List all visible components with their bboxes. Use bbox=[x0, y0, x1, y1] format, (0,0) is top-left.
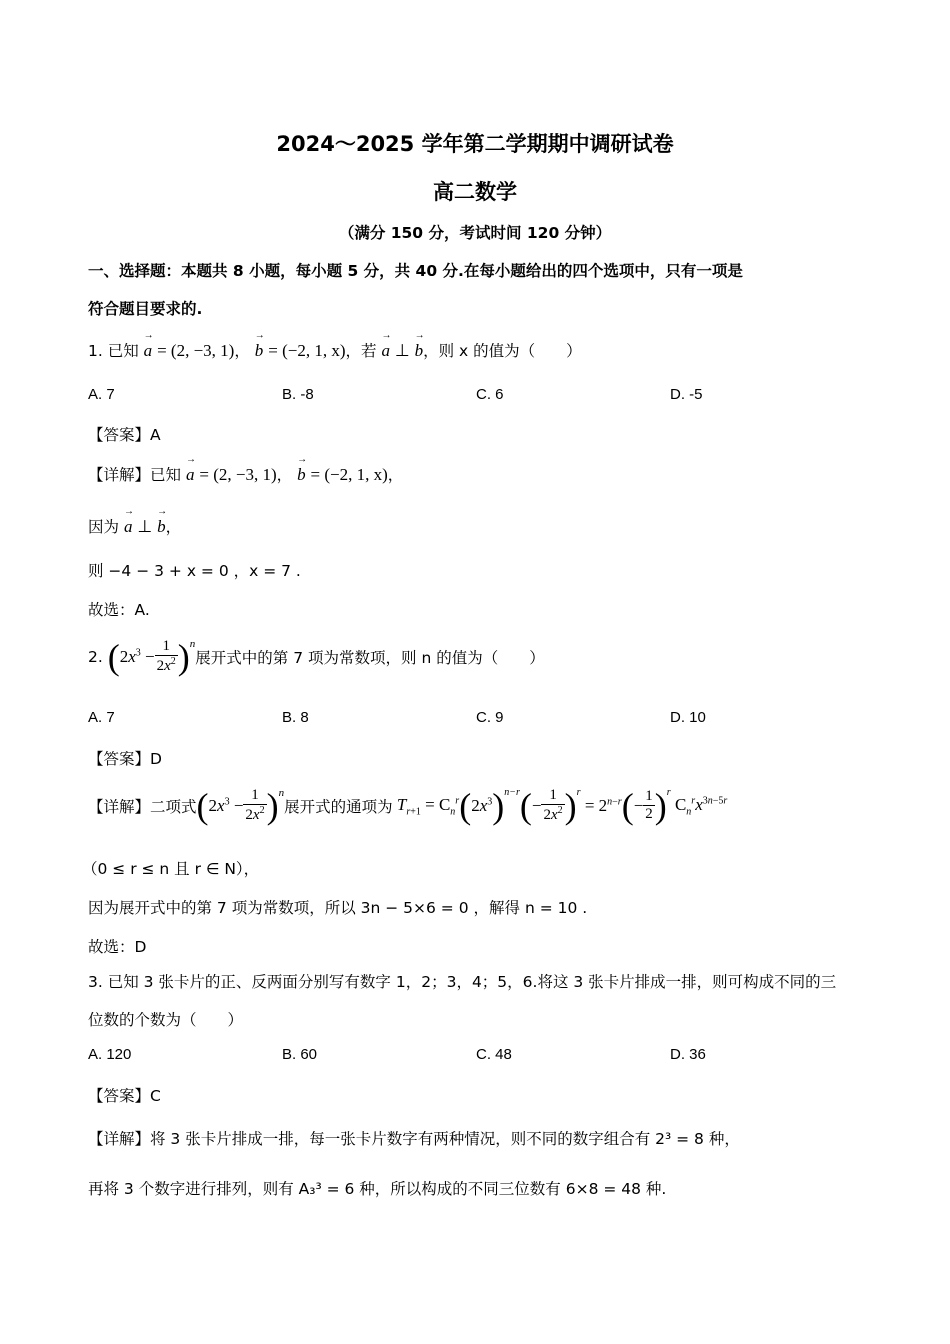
vector-b-symbol: → b bbox=[297, 465, 306, 485]
q2-detail-1: 【详解】二项式 ( $2x^3$ − $\frac{1}{2x^2}$ ) $^n$ 展开式的通项为 $T_{r+1} = C_n^r$ ( $2x^3$ ) $^{n-r}$ ( − $\frac{1}{2x^2}$ ) $^r$ = $2^{n-r}$ ( − $\frac{1}{2}$ ) $^r$ $C_n^rx^{3n-5r}$ bbox=[88, 785, 728, 826]
q2-detail-4: 故选：D bbox=[88, 938, 147, 956]
q2-gt-equals: = $2^{n-r}$ bbox=[580, 795, 622, 815]
q1-detail-3: 则 −4 − 3 + x = 0 ，x = 7 . bbox=[88, 562, 301, 580]
vector-a-symbol: → a bbox=[144, 341, 153, 361]
q3-detail-2: 再将 3 个数字进行排列，则有 A₃³ = 6 种，所以构成的不同三位数有 6×8 = 48 种. bbox=[88, 1180, 667, 1198]
left-paren: ( bbox=[621, 785, 634, 826]
q2-tail: 展开式中的第 7 项为常数项，则 n 的值为（ ） bbox=[195, 648, 545, 667]
q1-options bbox=[0, 386, 950, 406]
q2-fraction: $\frac{1}{2x^2}$ bbox=[156, 638, 176, 675]
exam-note: （满分 150 分，考试时间 120 分钟） bbox=[338, 224, 612, 242]
q3-stem-line1: 3. 已知 3 张卡片的正、反两面分别写有数字 1，2；3，4；5，6.将这 3 张卡片排成一排，则可构成不同的三 bbox=[88, 973, 837, 991]
left-paren: ( bbox=[519, 785, 532, 826]
q3-option-d: D. 36 bbox=[670, 1046, 706, 1063]
exam-title: 2024～2025 学年第二学期期中调研试卷 bbox=[276, 132, 674, 156]
q3-detail-1: 【详解】将 3 张卡片排成一排，每一张卡片数字有两种情况，则不同的数字组合有 2³ = 8 种， bbox=[88, 1130, 740, 1148]
q3-option-a: A. 120 bbox=[88, 1046, 132, 1063]
q1-option-c: C. 6 bbox=[476, 386, 504, 403]
left-paren: ( bbox=[459, 785, 472, 826]
q1-detail-a-value: = (2, −3, 1) bbox=[199, 465, 277, 484]
q2-gt-result: $C_n^rx^{3n-5r}$ bbox=[670, 794, 728, 817]
q2-term-1: $2x^3$ − bbox=[119, 646, 155, 666]
left-paren: ( bbox=[196, 785, 209, 826]
q3-stem-line2: 位数的个数为（ ） bbox=[88, 1011, 244, 1029]
section-heading-line1: 一、选择题：本题共 8 小题，每小题 5 分，共 40 分.在每小题给出的四个选项中，只有一项是 bbox=[88, 262, 743, 280]
q1-detail-4: 故选：A. bbox=[88, 601, 150, 619]
q2-gt-fraction: $\frac{1}{2x^2}$ bbox=[543, 787, 563, 824]
exam-subject: 高二数学 bbox=[433, 180, 517, 204]
section-heading-line2: 符合题目要求的. bbox=[88, 300, 203, 318]
minus-sign: − bbox=[531, 795, 542, 815]
q1-prefix: 1. 已知 bbox=[88, 342, 139, 360]
q2-general-term: $T_{r+1} = C_n^r$ bbox=[396, 794, 460, 817]
q2-option-b: B. 8 bbox=[282, 709, 309, 726]
q3-options bbox=[0, 1046, 950, 1066]
perp-symbol: ⊥ bbox=[137, 517, 153, 536]
q1-vector-a-value: = (2, −3, 1) bbox=[157, 341, 235, 360]
q2-detail-prefix: 【详解】二项式 bbox=[88, 797, 197, 816]
q2-answer: 【答案】D bbox=[88, 750, 162, 768]
q1-detail2-prefix: 因为 bbox=[88, 518, 120, 536]
q3-answer: 【答案】C bbox=[88, 1087, 161, 1105]
q3-option-c: C. 48 bbox=[476, 1046, 512, 1063]
left-paren: ( bbox=[107, 636, 120, 677]
q2-option-a: A. 7 bbox=[88, 709, 115, 726]
q1-separator: ， bbox=[234, 342, 250, 360]
perp-symbol: ⊥ bbox=[394, 341, 410, 360]
right-paren: ) bbox=[177, 636, 190, 677]
right-paren: ) bbox=[266, 785, 279, 826]
vector-a-symbol: → a bbox=[186, 465, 195, 485]
vector-b-symbol: → b bbox=[415, 341, 424, 361]
q1-detail-2: 因为 → a ⊥ → b， bbox=[88, 515, 181, 537]
q1-vector-b-value: = (−2, 1, x) bbox=[268, 341, 346, 360]
q2-gt-base: $2x^3$ bbox=[471, 795, 493, 815]
q2-option-d: D. 10 bbox=[670, 709, 706, 726]
q2-prefix: 2. bbox=[88, 647, 103, 666]
q2-detail-term: $2x^3$ − bbox=[208, 795, 244, 815]
q1-detail-1: 【详解】已知 → a = (2, −3, 1)， → b = (−2, 1, x)， bbox=[88, 463, 403, 485]
minus-sign: − bbox=[633, 795, 644, 815]
vector-a-symbol: → a bbox=[381, 341, 390, 361]
q2-detail-2: （0 ≤ r ≤ n 且 r ∈ N）， bbox=[82, 860, 260, 878]
right-paren: ) bbox=[564, 785, 577, 826]
q1-detail-b-value: = (−2, 1, x) bbox=[310, 465, 388, 484]
q2-detail-fraction: $\frac{1}{2x^2}$ bbox=[245, 787, 265, 824]
q1-option-b: B. -8 bbox=[282, 386, 314, 403]
q2-gt-half: $\frac{1}{2}$ bbox=[645, 788, 653, 823]
vector-b-symbol: → b bbox=[157, 517, 166, 537]
q2-options bbox=[0, 709, 950, 729]
q1-option-a: A. 7 bbox=[88, 386, 115, 403]
right-paren: ) bbox=[492, 785, 505, 826]
q1-option-d: D. -5 bbox=[670, 386, 703, 403]
q1-condition: ，若 bbox=[345, 342, 377, 360]
vector-b-symbol: → b bbox=[255, 341, 264, 361]
right-paren: ) bbox=[654, 785, 667, 826]
q2-detail-3: 因为展开式中的第 7 项为常数项，所以 3n − 5×6 = 0 ，解得 n = 10 . bbox=[88, 899, 588, 917]
q1-detail-prefix: 【详解】已知 bbox=[88, 466, 182, 484]
q3-option-b: B. 60 bbox=[282, 1046, 318, 1063]
q1-tail: ，则 x 的值为（ ） bbox=[423, 342, 582, 360]
q2-option-c: C. 9 bbox=[476, 709, 504, 726]
q2-detail-mid: 展开式的通项为 bbox=[284, 797, 393, 816]
vector-a-symbol: → a bbox=[124, 517, 133, 537]
q1-answer: 【答案】A bbox=[88, 426, 161, 444]
q1-stem bbox=[88, 339, 582, 361]
q2-stem: 2. ( $2x^3$ − $\frac{1}{2x^2}$ ) $^n$ 展开式中的第 7 项为常数项，则 n 的值为（ ） bbox=[88, 636, 545, 677]
